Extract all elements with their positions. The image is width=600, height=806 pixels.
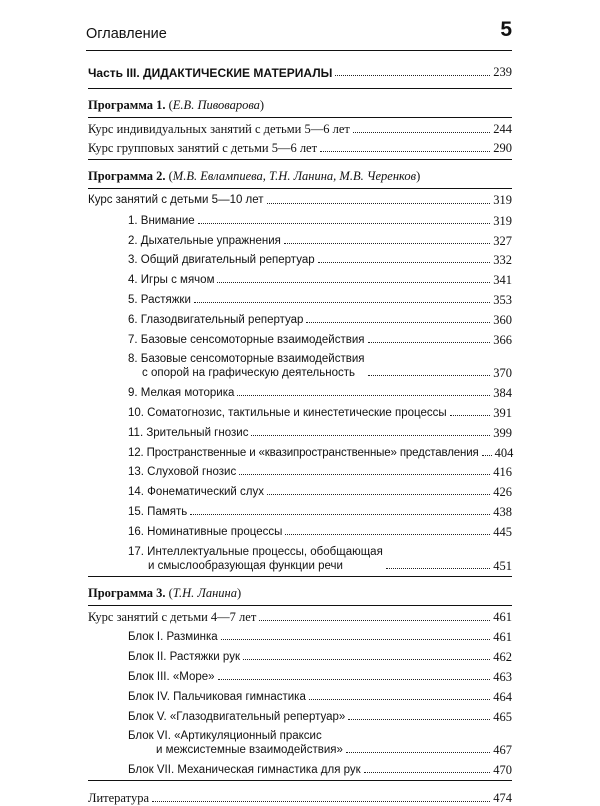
- toc-block-item[interactable]: [88, 757, 512, 777]
- block-page: 465: [493, 709, 512, 724]
- program-3-label: Программа 3.: [88, 585, 166, 600]
- item-page: 404: [494, 445, 514, 460]
- block-page: 461: [493, 630, 512, 645]
- running-head: [86, 20, 512, 51]
- entry-page: 319: [493, 193, 512, 207]
- section-divider: [88, 80, 512, 89]
- entry-title: Курс индивидуальных занятий с детьми 5—6 лет: [88, 122, 350, 136]
- item-title-line-1: 8. Базовые сенсомоторные взаимодействия: [128, 353, 365, 366]
- block-title-line-2: и межсистемные взаимодействия»: [156, 744, 343, 757]
- dot-leader: [368, 374, 491, 376]
- block-page: 467: [493, 743, 512, 758]
- item-page: 384: [493, 386, 512, 401]
- page-number: 5: [500, 18, 512, 41]
- toc-entry[interactable]: [88, 606, 512, 625]
- dot-leader: [267, 493, 490, 495]
- dot-leader: [285, 533, 490, 535]
- dot-leader: [152, 800, 490, 802]
- literature-title: Литература: [88, 791, 149, 806]
- program-1-section: [88, 118, 512, 160]
- dot-leader: [306, 321, 490, 323]
- toc-block-item[interactable]: [88, 724, 512, 758]
- running-title: Оглавление: [86, 26, 167, 42]
- block-title: Блок I. Разминка: [128, 631, 218, 644]
- program-2-authors: М.В. Евлампиева, Т.Н. Ланина, М.В. Черенков: [172, 169, 417, 183]
- toc-part-entry[interactable]: [88, 62, 512, 80]
- item-title: 4. Игры с мячом: [128, 274, 215, 287]
- block-page: 462: [493, 650, 512, 665]
- item-title: 6. Глазодвигательный репертуар: [128, 313, 304, 326]
- block-title: Блок II. Растяжки рук: [128, 651, 240, 664]
- program-1-heading: Программа 1. (Е.В. Пивоварова): [88, 89, 512, 118]
- dot-leader: [346, 751, 490, 753]
- item-title: 3. Общий двигательный репертуар: [128, 254, 315, 267]
- item-title: 11. Зрительный гнозис: [128, 426, 249, 439]
- toc-literature-entry[interactable]: [88, 781, 512, 806]
- toc-item[interactable]: [88, 327, 512, 347]
- dot-leader: [284, 242, 490, 244]
- item-page: 319: [493, 213, 512, 228]
- item-title: 5. Растяжки: [128, 293, 191, 306]
- dot-leader: [259, 619, 490, 621]
- program-1-authors: Е.В. Пивоварова: [172, 98, 260, 112]
- block-page: 470: [493, 763, 512, 778]
- toc-item[interactable]: [88, 208, 512, 228]
- dot-leader: [267, 202, 491, 204]
- item-page: 445: [493, 524, 512, 539]
- item-title: 12. Пространственные и «квазипространственные» представления: [128, 446, 479, 459]
- item-page: 370: [493, 366, 512, 381]
- item-page: 353: [493, 292, 512, 307]
- dot-leader: [368, 341, 491, 343]
- dot-leader: [251, 434, 490, 436]
- item-page: 451: [493, 558, 512, 573]
- entry-page: 290: [493, 141, 512, 155]
- item-page: 332: [493, 253, 512, 268]
- toc-item[interactable]: [88, 539, 512, 573]
- program-3-heading: Программа 3. (Т.Н. Ланина): [88, 577, 512, 606]
- item-page: 391: [493, 405, 512, 420]
- item-title: 9. Мелкая моторика: [128, 387, 235, 400]
- block-page: 463: [493, 669, 512, 684]
- item-title: 7. Базовые сенсомоторные взаимодействия: [128, 333, 365, 346]
- toc-block-item[interactable]: [88, 684, 512, 704]
- item-title: [128, 352, 365, 380]
- toc-item[interactable]: [88, 287, 512, 307]
- item-title-line-1: 17. Интеллектуальные процессы, обобщающая: [128, 545, 383, 558]
- entry-title: Курс занятий с детьми 4—7 лет: [88, 609, 257, 624]
- dot-leader: [239, 473, 490, 475]
- toc-item[interactable]: [88, 380, 512, 400]
- item-title: 1. Внимание: [128, 214, 195, 227]
- item-page: 426: [493, 485, 512, 500]
- dot-leader: [237, 394, 490, 396]
- dot-leader: [221, 638, 491, 640]
- table-of-contents: [88, 62, 512, 806]
- toc-block-item[interactable]: [88, 644, 512, 664]
- program-2-label: Программа 2.: [88, 169, 166, 183]
- toc-item[interactable]: [88, 479, 512, 499]
- item-title-line-2: и смыслообразующая функции речи: [148, 559, 343, 572]
- program-1-label: Программа 1.: [88, 98, 166, 112]
- item-page: 341: [493, 273, 512, 288]
- entry-page: 461: [493, 609, 512, 624]
- dot-leader: [218, 678, 491, 680]
- dot-leader: [217, 281, 490, 283]
- program-3-section: [88, 606, 512, 782]
- toc-item[interactable]: [88, 460, 512, 480]
- entry-title: Курс занятий с детьми 5—10 лет: [88, 194, 264, 206]
- item-page: 438: [493, 504, 512, 519]
- dot-leader: [194, 301, 490, 303]
- literature-page: 474: [493, 791, 512, 806]
- toc-item[interactable]: [88, 347, 512, 381]
- item-title: 10. Соматогнозис, тактильные и кинестетические процессы: [128, 406, 447, 419]
- dot-leader: [348, 718, 490, 720]
- item-title: 2. Дыхательные упражнения: [128, 234, 281, 247]
- toc-block-item[interactable]: [88, 704, 512, 724]
- item-page: 360: [493, 312, 512, 327]
- toc-item[interactable]: [88, 400, 512, 420]
- toc-block-item[interactable]: [88, 625, 512, 645]
- toc-item[interactable]: [88, 248, 512, 268]
- toc-item[interactable]: [88, 228, 512, 248]
- entry-title: Курс групповых занятий с детьми 5—6 лет: [88, 141, 318, 155]
- dot-leader: [386, 567, 490, 569]
- dot-leader: [482, 454, 492, 456]
- toc-item[interactable]: [88, 420, 512, 440]
- toc-item[interactable]: [88, 307, 512, 327]
- block-title: Блок VII. Механическая гимнастика для рук: [128, 764, 361, 777]
- item-title: 15. Память: [128, 505, 188, 518]
- toc-item[interactable]: [88, 440, 512, 460]
- block-title-line-1: Блок VI. «Артикуляционный праксис: [128, 730, 322, 743]
- program-2-heading: Программа 2. (М.В. Евлампиева, Т.Н. Ланина, М.В. Черенков): [88, 160, 512, 189]
- block-title: [128, 729, 343, 757]
- toc-entry[interactable]: [88, 189, 512, 208]
- item-title: 16. Номинативные процессы: [128, 525, 283, 538]
- dot-leader: [364, 771, 491, 773]
- item-title: 14. Фонематический слух: [128, 486, 264, 499]
- dot-leader: [243, 658, 490, 660]
- dot-leader: [320, 150, 490, 152]
- item-title: [128, 545, 383, 573]
- entry-page: 244: [493, 122, 512, 136]
- toc-entry[interactable]: [88, 137, 512, 156]
- part-title: Часть III. ДИДАКТИЧЕСКИЕ МАТЕРИАЛЫ: [88, 66, 333, 80]
- program-3-authors: Т.Н. Ланина: [172, 585, 237, 600]
- dot-leader: [309, 698, 490, 700]
- part-page: 239: [493, 65, 512, 79]
- toc-item[interactable]: [88, 519, 512, 539]
- dot-leader: [198, 222, 491, 224]
- item-page: 327: [493, 233, 512, 248]
- block-title: Блок IV. Пальчиковая гимнастика: [128, 690, 306, 703]
- toc-block-item[interactable]: [88, 664, 512, 684]
- dot-leader: [318, 261, 491, 263]
- item-title: 13. Слуховой гнозис: [128, 466, 237, 479]
- dot-leader: [190, 513, 490, 515]
- dot-leader: [353, 131, 490, 133]
- dot-leader: [335, 74, 490, 76]
- block-page: 464: [493, 689, 512, 704]
- toc-item[interactable]: [88, 499, 512, 519]
- toc-item[interactable]: [88, 267, 512, 287]
- item-page: 416: [493, 465, 512, 480]
- toc-entry[interactable]: [88, 118, 512, 137]
- block-title: Блок III. «Море»: [128, 670, 215, 683]
- block-title: Блок V. «Глазодвигательный репертуар»: [128, 710, 346, 723]
- item-page: 399: [493, 425, 512, 440]
- dot-leader: [450, 414, 491, 416]
- program-2-section: [88, 189, 512, 577]
- item-page: 366: [493, 332, 512, 347]
- item-title-line-2: с опорой на графическую деятельность: [142, 367, 355, 380]
